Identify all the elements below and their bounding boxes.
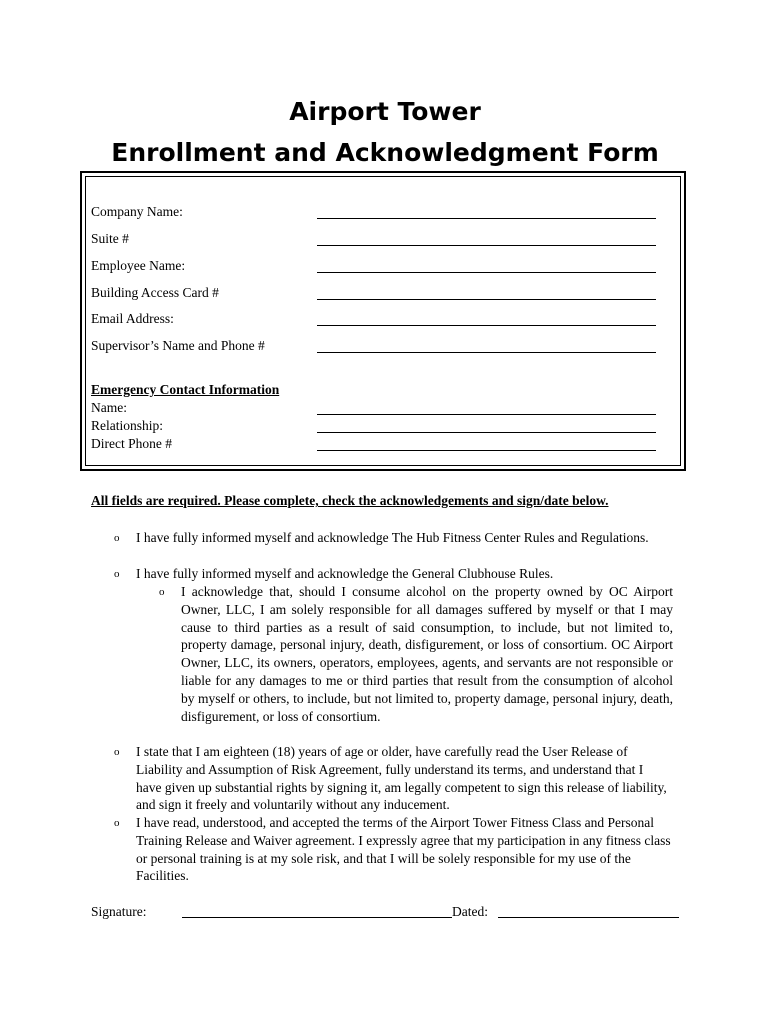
acknowledgement-checkbox-2[interactable]: o	[114, 568, 120, 580]
acknowledgement-1-text: I have fully informed myself and acknowledge The Hub Fitness Center Rules and Regulations.	[136, 530, 649, 545]
employee-name-label: Employee Name:	[91, 258, 186, 273]
dated-label: Dated:	[452, 904, 488, 919]
company-name-label: Company Name:	[91, 204, 183, 219]
form-title-line-2: Enrollment and Acknowledgment Form	[111, 138, 659, 167]
acknowledgement-checkbox-alcohol[interactable]: o	[159, 586, 165, 598]
acknowledgement-checkbox-4[interactable]: o	[114, 817, 120, 829]
acknowledgement-checkbox-3[interactable]: o	[114, 746, 120, 758]
acknowledgement-alcohol-text: I acknowledge that, should I consume alcohol on the property owned by OC Airport Owner, LLC, I am solely responsible for all damages suffered by myself or that I may cause to third parties as a result of said consumption, to include, but not limited to, property damage, personal injury, death, disfigurement, or loss of consortium. OC Airport Owner, LLC, its owners, operators, employees, agents, and servants are not responsible or liable for any damages to me or third parties that result from the consumption of alcohol by myself or others, to include, but not limited to, property damage, personal injury, death, disfigurement, or loss of consortium.	[181, 584, 673, 724]
employee-name-field[interactable]	[317, 258, 656, 273]
emergency-relationship-label: Relationship:	[91, 418, 163, 433]
signature-field[interactable]	[182, 917, 452, 918]
supervisor-name-phone-field[interactable]	[317, 338, 656, 353]
emergency-phone-field[interactable]	[317, 436, 656, 451]
acknowledgement-2-text: I have fully informed myself and acknowledge the General Clubhouse Rules.	[136, 566, 554, 581]
dated-field[interactable]	[498, 917, 679, 918]
form-title-line-1: Airport Tower	[289, 97, 481, 126]
emergency-contact-heading: Emergency Contact Information	[91, 382, 280, 397]
required-fields-instructions: All fields are required. Please complete, check the acknowledgements and sign/date below.	[91, 493, 609, 508]
suite-field[interactable]	[317, 231, 656, 246]
building-access-card-field[interactable]	[317, 285, 656, 300]
emergency-name-label: Name:	[91, 400, 127, 415]
signature-label: Signature:	[91, 904, 147, 919]
acknowledgement-3-text: I state that I am eighteen (18) years of age or older, have carefully read the User Release of Liability and Assumption of Risk Agreement, fully understand its terms, and understand that I have given up substantial rights by signing it, am legally competent to sign this release of liability, and sign it freely and voluntarily without any inducement.	[136, 744, 667, 813]
building-access-card-label: Building Access Card #	[91, 285, 219, 300]
suite-label: Suite #	[91, 231, 129, 246]
company-name-field[interactable]	[317, 204, 656, 219]
supervisor-name-phone-label: Supervisor’s Name and Phone #	[91, 338, 265, 353]
emergency-name-field[interactable]	[317, 400, 656, 415]
email-address-field[interactable]	[317, 311, 656, 326]
emergency-phone-label: Direct Phone #	[91, 436, 172, 451]
acknowledgement-checkbox-1[interactable]: o	[114, 532, 120, 544]
emergency-relationship-field[interactable]	[317, 418, 656, 433]
email-address-label: Email Address:	[91, 311, 174, 326]
acknowledgement-4-text: I have read, understood, and accepted the terms of the Airport Tower Fitness Class and Personal Training Release and Waiver agreement. I expressly agree that my participation in any fitness class or personal training is at my sole risk, and that I will be solely responsible for my use of the Facilities.	[136, 815, 671, 884]
